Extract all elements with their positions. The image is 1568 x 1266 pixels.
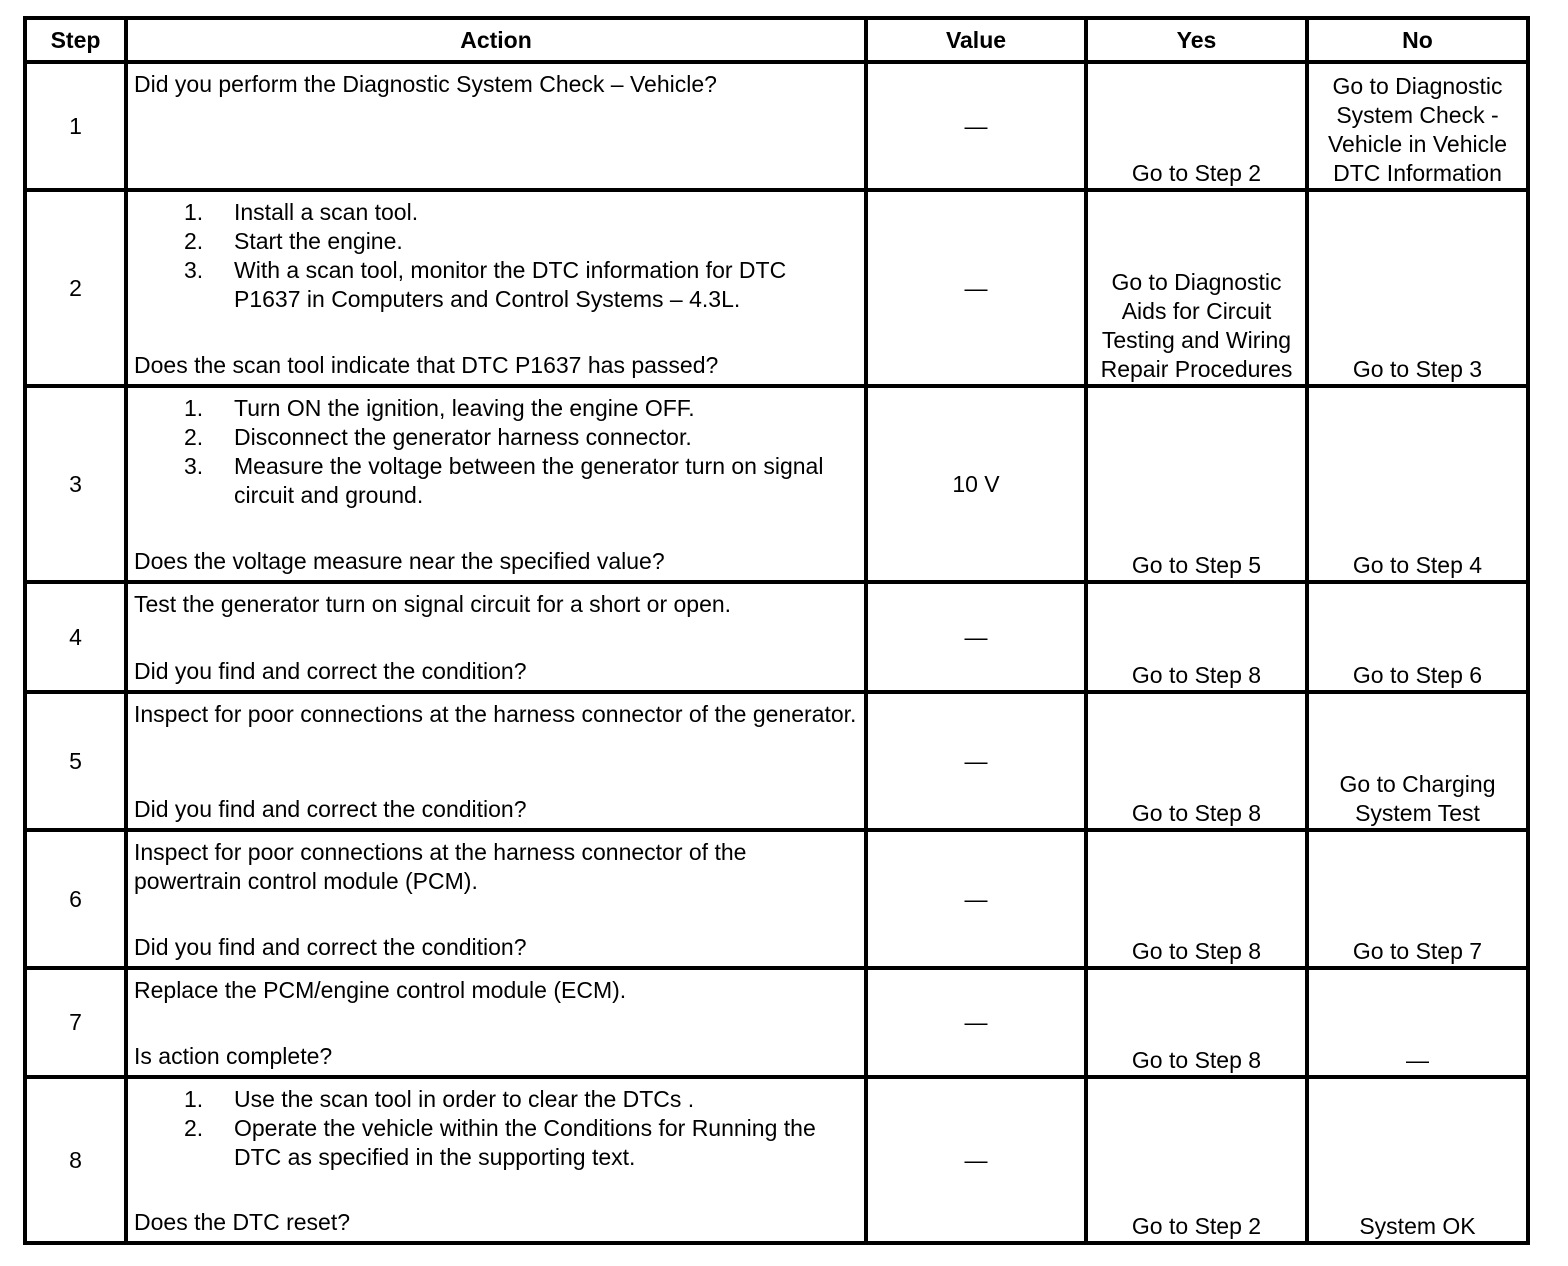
- action-cell: [126, 62, 866, 190]
- no-cell: Go to Step 3: [1307, 190, 1528, 386]
- action-question: Does the DTC reset?: [134, 1209, 351, 1235]
- action-cell: [126, 692, 866, 830]
- list-item: 2. Disconnect the generator harness connector.: [184, 424, 692, 450]
- value-cell: —: [866, 582, 1086, 692]
- yes-cell: Go to Step 2: [1086, 1077, 1307, 1243]
- no-cell: Go to Diagnostic System Check - Vehicle in Vehicle DTC Information: [1307, 62, 1528, 190]
- step-number: 6: [25, 830, 126, 968]
- list-item: 1. Use the scan tool in order to clear the DTCs .: [184, 1086, 695, 1112]
- yes-cell: Go to Diagnostic Aids for Circuit Testing and Wiring Repair Procedures: [1086, 190, 1307, 386]
- action-cell: [126, 1077, 866, 1243]
- step-number: 4: [25, 582, 126, 692]
- action-text: Replace the PCM/engine control module (ECM).: [134, 977, 627, 1003]
- no-cell: Go to Step 7: [1307, 830, 1528, 968]
- action-question: Did you find and correct the condition?: [134, 934, 527, 960]
- table-row: [25, 1077, 1528, 1243]
- step-number: 3: [25, 386, 126, 582]
- yes-cell: Go to Step 8: [1086, 968, 1307, 1077]
- value-cell: —: [866, 62, 1086, 190]
- no-cell: System OK: [1307, 1077, 1528, 1243]
- table-header-row: [25, 18, 1528, 62]
- value-cell: —: [866, 190, 1086, 386]
- action-cell: [126, 830, 866, 968]
- table-row: [25, 582, 1528, 692]
- list-item: 1. Install a scan tool.: [184, 199, 419, 225]
- action-question: Does the scan tool indicate that DTC P1637 has passed?: [134, 352, 719, 378]
- value-cell: 10 V: [866, 386, 1086, 582]
- header-yes: Yes: [1086, 18, 1307, 62]
- action-text: Inspect for poor connections at the harness connector of the powertrain control module (PCM).: [134, 839, 747, 894]
- value-cell: —: [866, 830, 1086, 968]
- step-number: 2: [25, 190, 126, 386]
- action-cell: [126, 386, 866, 582]
- step-number: 8: [25, 1077, 126, 1243]
- yes-cell: Go to Step 8: [1086, 582, 1307, 692]
- value-cell: —: [866, 1077, 1086, 1243]
- action-question: Does the voltage measure near the specified value?: [134, 548, 665, 574]
- action-cell: [126, 190, 866, 386]
- action-question: Is action complete?: [134, 1043, 333, 1069]
- header-step: Step: [25, 18, 126, 62]
- action-question: Did you find and correct the condition?: [134, 658, 527, 684]
- header-no: No: [1307, 18, 1528, 62]
- value-cell: —: [866, 692, 1086, 830]
- no-cell: Go to Step 6: [1307, 582, 1528, 692]
- value-cell: —: [866, 968, 1086, 1077]
- header-action: Action: [126, 18, 866, 62]
- list-item: 2. Operate the vehicle within the Conditions for Running the DTC as specified in the supporting text.: [184, 1115, 816, 1170]
- list-item: 2. Start the engine.: [184, 228, 403, 254]
- action-text: Inspect for poor connections at the harness connector of the generator.: [134, 701, 857, 727]
- table-row: [25, 62, 1528, 190]
- action-list: [134, 1085, 858, 1172]
- table-row: [25, 692, 1528, 830]
- step-number: 1: [25, 62, 126, 190]
- header-value: Value: [866, 18, 1086, 62]
- step-number: 5: [25, 692, 126, 830]
- no-cell: —: [1307, 968, 1528, 1077]
- table-row: [25, 190, 1528, 386]
- list-item: 3. Measure the voltage between the generator turn on signal circuit and ground.: [184, 453, 824, 508]
- action-cell: [126, 968, 866, 1077]
- yes-cell: Go to Step 8: [1086, 830, 1307, 968]
- table-row: [25, 830, 1528, 968]
- yes-cell: Go to Step 5: [1086, 386, 1307, 582]
- action-text: Did you perform the Diagnostic System Check – Vehicle?: [134, 71, 717, 97]
- table-row: [25, 386, 1528, 582]
- table-row: [25, 968, 1528, 1077]
- list-item: 1. Turn ON the ignition, leaving the engine OFF.: [184, 395, 695, 421]
- yes-cell: Go to Step 2: [1086, 62, 1307, 190]
- list-item: 3. With a scan tool, monitor the DTC information for DTC P1637 in Computers and Control Systems – 4.3L.: [184, 257, 787, 312]
- step-number: 7: [25, 968, 126, 1077]
- yes-cell: Go to Step 8: [1086, 692, 1307, 830]
- action-text: Test the generator turn on signal circuit for a short or open.: [134, 591, 732, 617]
- action-list: [134, 198, 858, 314]
- action-cell: [126, 582, 866, 692]
- no-cell: Go to Charging System Test: [1307, 692, 1528, 830]
- diagnostic-table: [23, 16, 1530, 1245]
- action-question: Did you find and correct the condition?: [134, 796, 527, 822]
- action-list: [134, 394, 858, 510]
- no-cell: Go to Step 4: [1307, 386, 1528, 582]
